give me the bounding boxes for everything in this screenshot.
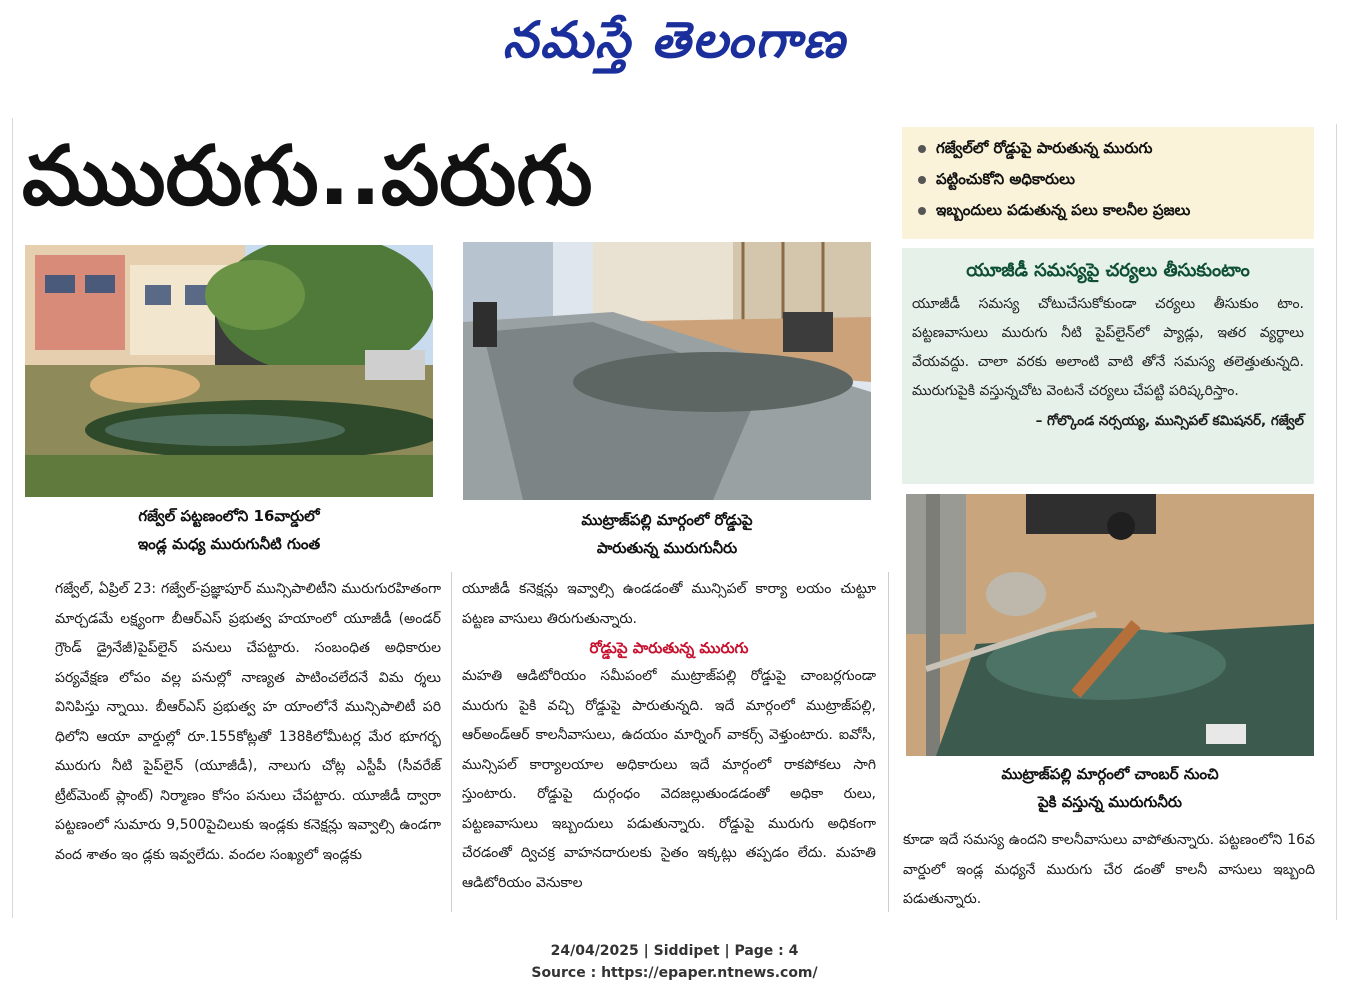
headline: ముురుగు..పరుగు — [22, 129, 593, 224]
highlight-item: పట్టించుకోని అధికారులు — [914, 164, 1302, 195]
masthead-logo: నమస్తే తెలంగాణ — [502, 10, 847, 69]
quote-body: యూజీడీ సమస్య చోటుచేసుకోకుండా చర్యలు తీసుకుం టాం. పట్టణవాసులు మురుగు నీటి పైప్‌లైన్‌లో ప్యాడ్లు, ఇతర వ్యర్థాలు వేయవద్దు. చాలా వరకు అలాంటి వాటి తోనే సమస్య తలెత్తుతున్నది. మురుగుపైకి వస్తున్నచోట వెంటనే చర్యలు చేపట్టి పరిష్కరిస్తాం. — [912, 296, 1304, 399]
highlight-item: ఇబ్బందులు పడుతున్న పలు కాలనీల ప్రజలు — [914, 195, 1302, 226]
photo-overflowing-chamber — [906, 494, 1314, 756]
footer-edition: | Siddipet — [639, 943, 720, 959]
column-divider — [888, 572, 889, 912]
article-column-3: కూడా ఇదే సమస్య ఉందని కాలనీవాసులు వాపోతున్నారు. పట్టణంలోని 16వ వార్డులో ఇండ్ల మధ్యనే మురుగు చేర డంతో కాలనీ వాసులు ఇబ్బంది పడుతున్నారు. — [903, 832, 1315, 907]
article-subhead: రోడ్డుపై పారుతున్న మురుగు — [589, 639, 749, 657]
left-border-rule — [12, 118, 13, 918]
footer-source[interactable]: Source : https://epaper.ntnews.com/ — [531, 965, 818, 981]
photo-flooded-road — [463, 242, 871, 500]
highlights-box — [902, 127, 1314, 239]
photo-caption: ముట్రాజ్‌పల్లి మార్గంలో చాంబర్ నుంచి పైకి వస్తున్న మురుగునీరు — [1001, 765, 1219, 811]
right-border-rule — [1336, 124, 1337, 920]
footer-page: | Page : 4 — [720, 943, 799, 959]
article-paragraph: యూజీడీ కనెక్షన్లు ఇవ్వాల్సి ఉండడంతో మున్సిపల్ కార్యా లయం చుట్టూ పట్టణ వాసులు తిరుగుతున్నారు. — [462, 581, 876, 627]
footer-dateline — [0, 941, 1349, 961]
article-paragraph: మహతి ఆడిటోరియం సమీపంలో ముట్రాజ్‌పల్లి రోడ్డుపై చాంబర్లగుండా మురుగు పైకి వచ్చి రోడ్డుపై పారుతున్నది. ఇదే మార్గంలో ముట్రాజ్‌పల్లి, ఆర్అండ్ఆర్ కాలనీవాసులు, ఉదయం మార్నింగ్ వాకర్స్ వెళ్తుంటారు. ఐవోసీ, మున్సిపల్ కార్యాలయాల అధికారులు ఇదే మార్గంలో రాకపోకలు సాగి స్తుంటారు. రోడ్డుపై దుర్గంధం వెదజల్లుతుండడంతో అధికా రులు, పట్టణవాసులు ఇబ్బందులు పడుతున్నారు. రోడ్డుపై మురుగు అధికంగా చేరడంతో ద్విచక్ర వాహనదారులకు సైతం ఇక్కట్లు తప్పడం లేదు. మహతి ఆడిటోరియం వెనుకాల — [462, 668, 876, 891]
quote-title: యూజీడీ సమస్యపై చర్యలు తీసుకుంటాం — [966, 260, 1250, 281]
highlight-item: గజ్వేల్‌లో రోడ్డుపై పారుతున్న మురుగు — [914, 133, 1302, 164]
quote-byline: – గోల్కొండ నర్సయ్య, మున్సిపల్ కమిషనర్, గజ్వేల్ — [1035, 413, 1304, 429]
commissioner-quote-box — [902, 248, 1314, 484]
photo-sewage-pond — [25, 245, 433, 497]
article-column-2 — [462, 575, 876, 898]
article-column-1: గజ్వేల్, ఏప్రిల్ 23: గజ్వేల్-ప్రజ్ఞాపూర్ మున్సిపాలిటీని మురుగురహితంగా మార్చడమే లక్ష్యంగా బీఆర్ఎస్ ప్రభుత్వ హయాంలో యూజీడీ (అండర్ గ్రౌండ్ డ్రైనేజీ)పైప్‌లైన్ పనులు చేపట్టారు. సంబంధిత అధికారుల పర్యవేక్షణ లోపం వల్ల పనుల్లో నాణ్యత పాటించలేదనే విమ ర్శలు వినిపిస్తు న్నాయి. బీఆర్ఎస్ ప్రభుత్వ హ యాంలోనే మున్సిపాలిటీ పరి ధిలోని ఆయా వార్డుల్లో రూ.155కోట్లతో 138కిలోమీటర్ల మేర భూగర్భ మురుగు నీటి పైప్‌లైన్ (యూజీడీ), నాలుగు చోట్ల ఎస్టీపీ (సీవరేజ్ ట్రీట్‌మెంట్ ప్లాంట్) నిర్మాణం కోసం పనులు చేపట్టారు. యూజీడీ ద్వారా పట్టణంలో సుమారు 9,500పైచిలుకు ఇండ్లకు కనెక్షన్లు ఇవ్వాల్సి ఉండగా వంద శాతం ఇం డ్లకు ఇవ్వలేదు. వందల సంఖ్యలో ఇండ్లకు — [55, 581, 441, 863]
footer-date: 24/04/2025 — [550, 943, 639, 959]
column-divider — [451, 572, 452, 912]
photo-caption: గజ్వేల్ పట్టణంలోని 16వార్డులో ఇండ్ల మధ్య మురుగునీటి గుంత — [137, 507, 321, 553]
photo-caption: ముట్రాజ్‌పల్లి మార్గంలో రోడ్డుపై పారుతున్న మురుగునీరు — [581, 511, 753, 557]
